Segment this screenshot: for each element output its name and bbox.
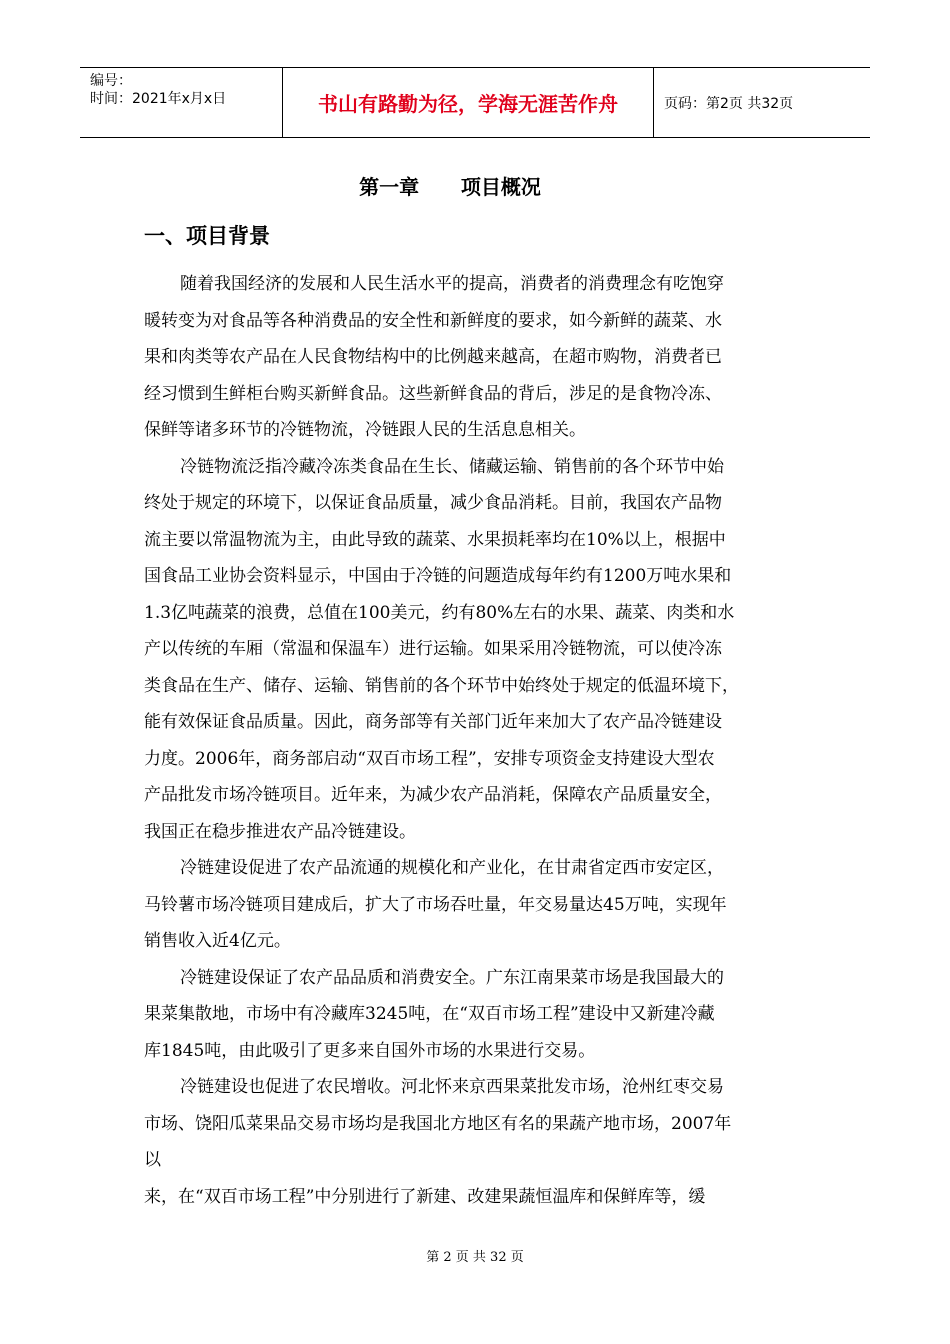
text-line: 力度。2006年，商务部启动“双百市场工程”，安排专项资金支持建设大型农 xyxy=(144,748,715,769)
text-line: 库1845吨，由此吸引了更多来自国外市场的水果进行交易。 xyxy=(144,1040,596,1061)
header-meta xyxy=(80,68,282,137)
text-line: 经习惯到生鲜柜台购买新鲜食品。这些新鲜食品的背后，涉足的是食物冷冻、 xyxy=(144,383,722,404)
text-line: 随着我国经济的发展和人民生活水平的提高，消费者的消费理念有吃饱穿 xyxy=(180,274,724,294)
text-line: 以 xyxy=(144,1150,161,1170)
header-motto: 书山有路勤为径，学海无涯苦作舟 xyxy=(318,92,618,116)
header-motto-cell xyxy=(282,68,654,137)
text-line: 1.3亿吨蔬菜的浪费，总值在100美元，约有80%左右的水果、蔬菜、肉类和水 xyxy=(144,602,735,623)
text-line: 能有效保证食品质量。因此，商务部等有关部门近年来加大了农产品冷链建设 xyxy=(144,712,722,732)
text-line: 果和肉类等农产品在人民食物结构中的比例越来越高，在超市购物，消费者已 xyxy=(144,347,722,367)
text-line: 马铃薯市场冷链项目建成后，扩大了市场吞吐量，年交易量达45万吨，实现年 xyxy=(144,894,727,915)
text-line: 产品批发市场冷链项目。近年来，为减少农产品消耗，保障农产品质量安全， xyxy=(144,785,722,805)
text-line: 产以传统的车厢（常温和保温车）进行运输。如果采用冷链物流，可以使冷冻 xyxy=(144,639,722,659)
text-line: 果菜集散地，市场中有冷藏库3245吨，在“双百市场工程”建设中又新建冷藏 xyxy=(144,1004,715,1024)
page-footer: 第 2 页 共 32 页 xyxy=(426,1250,524,1265)
text-line: 销售收入近4亿元。 xyxy=(144,931,291,951)
text-line: 流主要以常温物流为主，由此导致的蔬菜、水果损耗率均在10%以上，根据中 xyxy=(144,529,726,550)
text-line: 冷链物流泛指冷藏冷冻类食品在生长、储藏运输、销售前的各个环节中始 xyxy=(180,456,724,477)
text-line: 来，在“双百市场工程”中分别进行了新建、改建果蔬恒温库和保鲜库等，缓 xyxy=(144,1186,706,1207)
body-text xyxy=(144,266,806,1215)
text-line: 我国正在稳步推进农产品冷链建设。 xyxy=(144,821,416,842)
page-header xyxy=(80,67,870,138)
text-line: 终处于规定的环境下，以保证食品质量，减少食品消耗。目前，我国农产品物 xyxy=(144,493,722,513)
document-date: 时间：2021年x月x日 xyxy=(90,91,227,107)
text-line: 类食品在生产、储存、运输、销售前的各个环节中始终处于规定的低温环境下， xyxy=(144,675,739,696)
header-page-info: 页码：第2页 共32页 xyxy=(664,95,794,112)
chapter-title: 第一章 项目概况 xyxy=(359,175,541,199)
text-line: 保鲜等诸多环节的冷链物流，冷链跟人民的生活息息相关。 xyxy=(144,420,586,440)
text-line: 市场、饶阳瓜菜果品交易市场均是我国北方地区有名的果蔬产地市场，2007年 xyxy=(144,1113,732,1134)
text-line: 暖转变为对食品等各种消费品的安全性和新鲜度的要求，如今新鲜的蔬菜、水 xyxy=(144,310,722,331)
document-number-label: 编号： xyxy=(90,73,132,89)
text-line: 国食品工业协会资料显示，中国由于冷链的问题造成每年约有1200万吨水果和 xyxy=(144,566,732,586)
text-line: 冷链建设也促进了农民增收。河北怀来京西果菜批发市场，沧州红枣交易 xyxy=(180,1077,724,1097)
section-title: 一、项目背景 xyxy=(144,224,270,248)
text-line: 冷链建设保证了农产品品质和消费安全。广东江南果菜市场是我国最大的 xyxy=(180,967,724,988)
text-line: 冷链建设促进了农产品流通的规模化和产业化，在甘肃省定西市安定区， xyxy=(180,858,724,878)
